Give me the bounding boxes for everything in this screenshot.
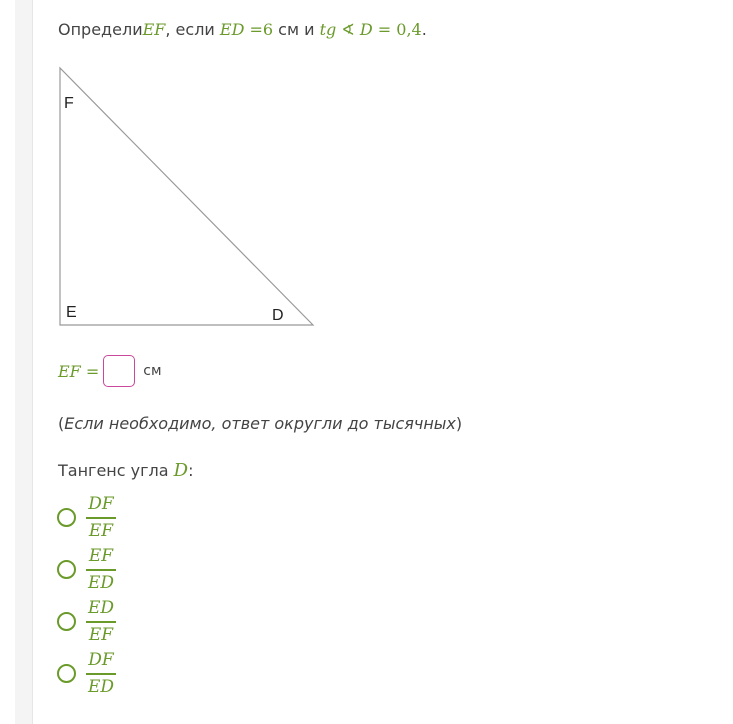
- math-ed: ED: [219, 20, 245, 39]
- denominator: ED: [87, 676, 115, 697]
- option-3[interactable]: [57, 598, 116, 646]
- rounding-note: [58, 414, 462, 433]
- label-e: E: [66, 304, 77, 321]
- radio-button[interactable]: [57, 560, 76, 579]
- fraction-bar: [86, 569, 116, 571]
- fraction: [86, 494, 116, 542]
- denominator: EF: [88, 624, 114, 645]
- denominator: ED: [87, 572, 115, 593]
- fraction-bar: [86, 621, 116, 623]
- radio-button[interactable]: [57, 612, 76, 631]
- answer-lhs: EF =: [58, 361, 100, 381]
- numerator: ED: [87, 598, 115, 618]
- option-4[interactable]: [57, 650, 116, 698]
- triangle-figure: [0, 0, 330, 340]
- text: Определи: [58, 20, 143, 39]
- question-label: [58, 460, 193, 481]
- text: см и: [273, 20, 320, 39]
- triangle: [60, 68, 313, 325]
- unit-label: см: [143, 363, 162, 379]
- fraction: [86, 598, 116, 646]
- paren: ): [455, 414, 463, 433]
- numerator: DF: [88, 650, 114, 670]
- math-ef: EF: [142, 20, 166, 39]
- label-d: D: [272, 307, 284, 324]
- option-2[interactable]: [57, 546, 116, 594]
- math-value: = 0,4: [372, 20, 422, 39]
- option-1[interactable]: [57, 494, 116, 542]
- answer-input[interactable]: [103, 355, 135, 387]
- fraction: [86, 546, 116, 594]
- text: .: [421, 20, 427, 39]
- math-tg: tg: [319, 20, 337, 39]
- denominator: EF: [88, 520, 114, 541]
- text: Тангенс угла: [58, 461, 174, 480]
- numerator: DF: [88, 494, 114, 514]
- text: :: [188, 461, 194, 480]
- math-d: D: [173, 460, 189, 481]
- numerator: EF: [88, 546, 114, 566]
- fraction-bar: [86, 673, 116, 675]
- fraction: [86, 650, 116, 698]
- math-value: =6: [244, 20, 274, 39]
- radio-button[interactable]: [57, 664, 76, 683]
- label-f: F: [64, 95, 74, 112]
- angle-symbol: ∢: [336, 20, 360, 39]
- text: , если: [165, 20, 220, 39]
- math-d: D: [359, 20, 373, 39]
- note-text: Если необходимо, ответ округли до тысячных: [64, 414, 456, 433]
- paren: (: [58, 414, 65, 433]
- radio-button[interactable]: [57, 508, 76, 527]
- answer-row: [58, 355, 162, 387]
- fraction-bar: [86, 517, 116, 519]
